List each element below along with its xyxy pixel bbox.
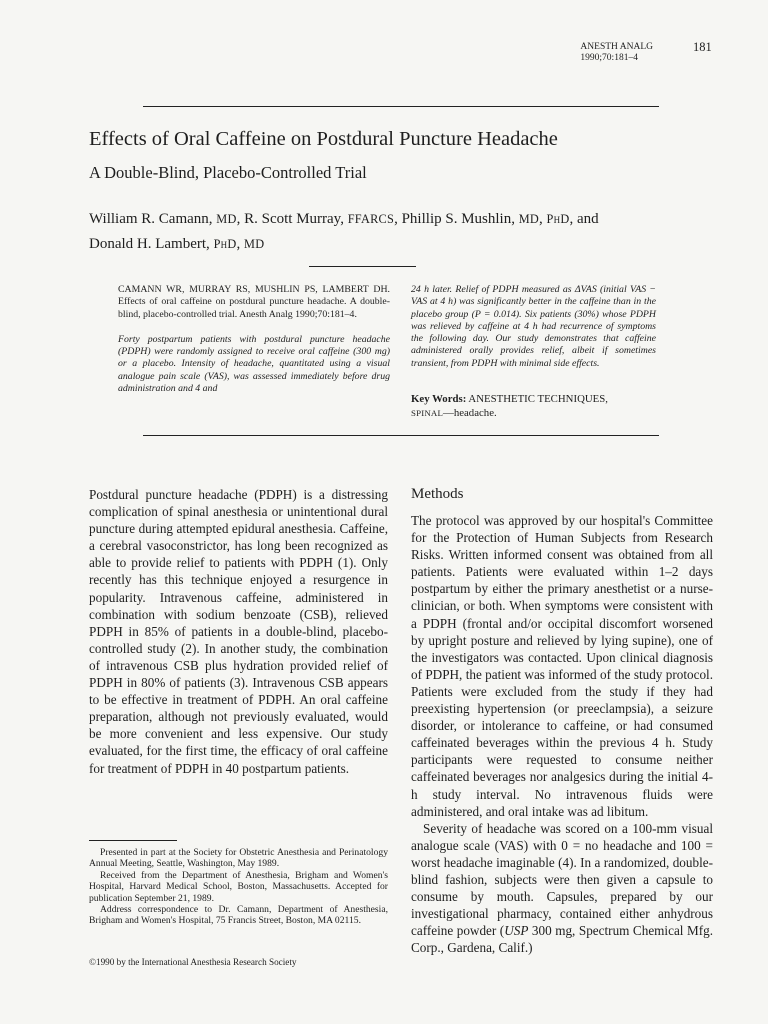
article-title: Effects of Oral Caffeine on Postdural Puncture Headache <box>89 128 558 150</box>
footnotes <box>89 847 388 927</box>
page-number: 181 <box>693 40 712 54</box>
abstract-left-column <box>118 284 390 395</box>
methods-paragraph-1: The protocol was approved by our hospital's Committee for the Protection of Human Subjects from Research Risks. Written informed consent was obtained from all patients. Patients were evaluated within 1–2 days postpartum by either the primary anesthetist or a nurse-clinician, or both. When symptoms were consistent with a PDPH (frontal and/or occipital discomfort worsened by upright posture and relieved by lying supine), one of the investigators was contacted. Upon clinical diagnosis of PDPH, the patient was informed of the study protocol. Patients were excluded from the study if they had preexisting hypertension (or preeclampsia), a seizure disorder, or intolerance to caffeine, or had consumed caffeinated beverages within the previous 4 h. Study participants were requested to consume neither caffeinated beverages nor analgesics during the initial 4-h study interval. No intravenous fluids were administered, and oral intake was ad libitum. <box>411 513 713 819</box>
footnote-presented: Presented in part at the Society for Obstetric Anesthesia and Perinatology Annual Meeting, Seattle, Washington, May 1989. <box>89 847 388 870</box>
keywords-sub-smallcaps: SPINAL <box>411 407 444 418</box>
journal-citation: 1990;70:181–4 <box>580 53 638 63</box>
author-list: William R. Camann, MD, R. Scott Murray, FFARCS, Phillip S. Mushlin, MD, PhD, and Donald H. Lambert, PhD, MD <box>89 211 599 252</box>
abstract-citation: CAMANN WR, MURRAY RS, MUSHLIN PS, LAMBERT DH. Effects of oral caffeine on postdural puncture headache. A double-blind, placebo-controlled trial. Anesth Analg 1990;70:181–4. <box>118 284 390 320</box>
author-4-degree-2: MD <box>244 237 265 251</box>
author-2-degree: FFARCS <box>347 212 395 226</box>
footnote-correspondence: Address correspondence to Dr. Camann, Department of Anesthesia, Brigham and Women's Hospital, 75 Francis Street, Boston, MA 02115. <box>89 904 388 927</box>
author-3-degree: MD <box>518 212 540 226</box>
footnote-received: Received from the Department of Anesthesia, Brigham and Women's Hospital, Harvard Medical School, Boston, Massachusetts. Accepted for publication September 21, 1989. <box>89 869 388 904</box>
author-1: William R. Camann, <box>89 211 213 227</box>
title-rule <box>143 106 659 107</box>
author-4-degree: PhD <box>213 237 237 251</box>
article-subtitle: A Double-Blind, Placebo-Controlled Trial <box>89 163 367 182</box>
copyright-notice: ©1990 by the International Anesthesia Research Society <box>89 957 297 967</box>
running-header <box>580 42 653 64</box>
author-1-degree: MD <box>216 212 237 226</box>
intro-paragraph: Postdural puncture headache (PDPH) is a distressing complication of spinal anesthesia or unintentional dural puncture during attempted epidural anesthesia. Caffeine, a cerebral vasoconstrictor, has long been recognized as able to provide relief to patients with PDPH (1). Only recently has this technique enjoyed a resurgence in popularity. Intravenous caffeine, administered in combination with sodium benzoate (CSB), relieved PDPH in 85% of patients in a double-blind, placebo-controlled study (2). In another study, the combination of intravenous CSB plus hydration provided relief of PDPH in 80% of patients (3). Intravenous CSB appears to be effective in treatment of PDPH. An oral caffeine preparation, although not previously evaluated, would be more convenient and less expensive. Our study evaluated, for the first time, the efficacy of oral caffeine for treatment of PDPH in 40 postpartum patients. <box>89 487 388 776</box>
keywords-label: Key Words: <box>411 393 467 405</box>
keywords <box>411 393 656 420</box>
footnote-rule <box>89 840 177 841</box>
author-3-degree-2: PhD <box>546 212 570 226</box>
journal-name: ANESTH ANALG <box>580 42 653 52</box>
methods-heading: Methods <box>411 486 464 502</box>
abstract-bottom-rule <box>143 435 659 436</box>
methods-text <box>411 512 713 956</box>
abstract-body-right: 24 h later. Relief of PDPH measured as ΔVAS (initial VAS − VAS at 4 h) was significantly better in the caffeine than in the placebo group (P = 0.014). Six patients (30%) whose PDPH was relieved by caffeine at 4 h had recurrence of symptoms the following day. Our study demonstrates that caffeine administered orally provides relief, albeit if sometimes transient, from PDPH with minimal side effects. <box>411 284 656 369</box>
author-3: Phillip S. Mushlin, <box>401 211 515 227</box>
abstract-top-rule <box>309 266 416 267</box>
keywords-sub: —headache. <box>443 406 497 419</box>
keywords-main: ANESTHETIC TECHNIQUES, <box>468 393 608 405</box>
methods-paragraph-2: Severity of headache was scored on a 100-mm visual analogue scale (VAS) with 0 = no headache and 100 = worst headache imaginable (4). In a randomized, double-blind fashion, subjects were then given a capsule to consume by mouth. Capsules, prepared by our investigational pharmacy, contained either anhydrous caffeine powder (USP 300 mg, Spectrum Chemical Mfg. Corp., Gardena, Calif.) <box>411 820 713 956</box>
abstract-body-left: Forty postpartum patients with postdural puncture headache (PDPH) were randomly assigned to receive oral caffeine (300 mg) or a placebo. Intensity of headache, quantitated using a visual analogue pain scale (VAS), was assessed immediately before drug administration and 4 and <box>118 333 390 395</box>
author-4: Donald H. Lambert, <box>89 236 210 252</box>
author-2: R. Scott Murray, <box>244 211 344 227</box>
